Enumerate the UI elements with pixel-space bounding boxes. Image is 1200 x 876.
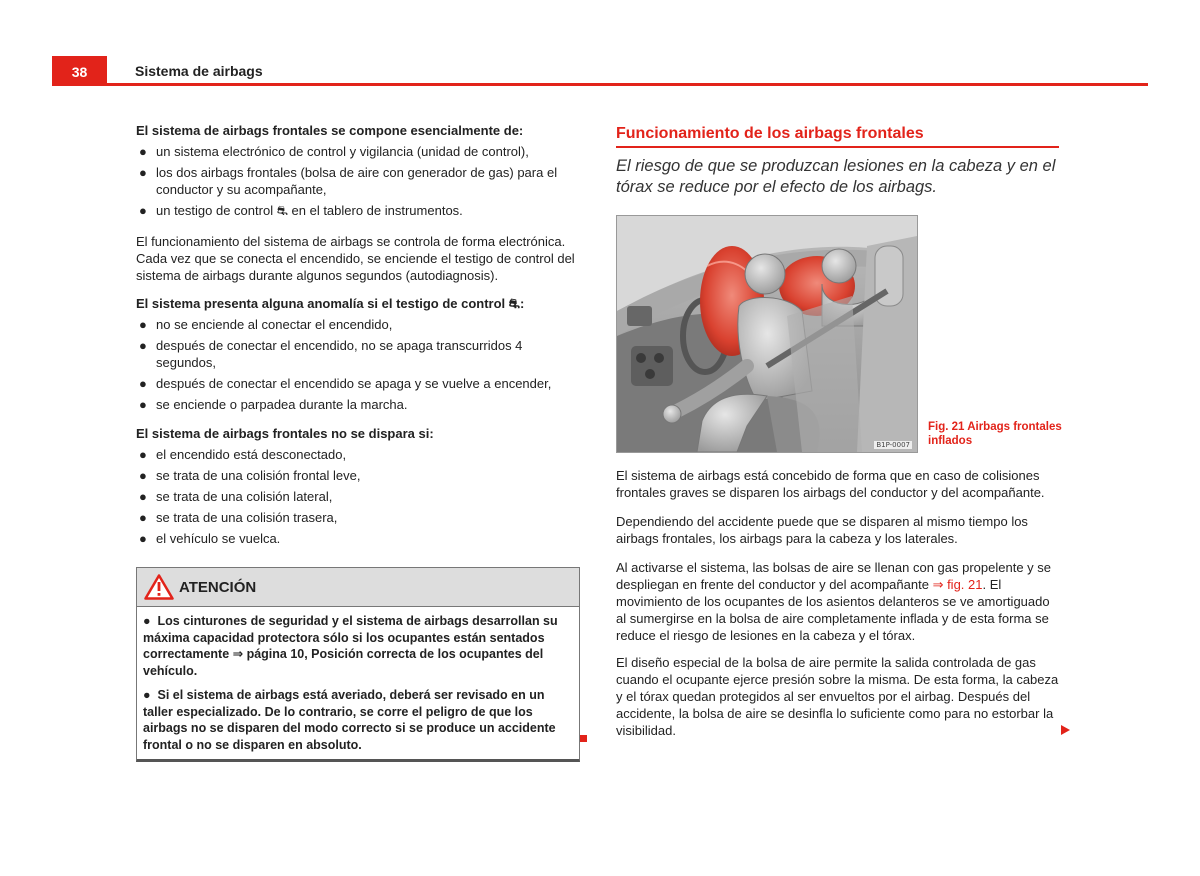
anomaly-heading: El sistema presenta alguna anomalía si el testigo de control ⛐: [136,296,525,311]
section-lead: El riesgo de que se produzcan lesiones en la cabeza y en el tórax se reduce por el efecto de los airbags. [616,157,1056,196]
bullet-icon: ● [139,317,147,332]
paragraph-1: El sistema de airbags está concebido de forma que en caso de colisiones frontales graves se disparen los airbags del conductor y del acompañante. [616,468,1045,500]
bullet-icon: ● [139,531,147,546]
header-rule [52,83,1148,86]
section-title: Funcionamiento de los airbags frontales [616,125,924,142]
list-item: ● no se enciende al conectar el encendido, [139,317,393,332]
end-of-section-icon [580,735,587,742]
paragraph-3: Al activarse el sistema, las bolsas de aire se llenan con gas propelente y se despliegan en frente del conductor y del acompañante ⇒ fig. 21. El movimiento de los ocupantes de los asientos delanteros se ve amortiguado al sumergirse en la bolsa de aire completamente inflada y de esta forma se reduce el riesgo de lesiones en la cabeza y el tórax. [616,560,1052,643]
anomalies-list [136,316,582,413]
section-rule [616,146,1059,148]
left-column [136,122,582,547]
paragraph-4: El diseño especial de la bolsa de aire permite la salida controlada de gas cuando el ocupante ejerce presión sobre la misma. De esta forma, la cabeza y el tórax quedan protegidos al ser envueltos por el airbag. Después del accidente, la bolsa de aire se desinfla lo suficiente como para no estorbar la visibilidad. [616,655,1059,738]
figure-caption: Fig. 21 Airbags frontales inflados [928,421,1062,447]
warning-header [137,568,579,607]
bullet-icon: ● [139,489,147,504]
list-item: ● un testigo de control ⛐ en el tablero de instrumentos. [139,203,463,218]
paragraph-2: Dependiendo del accidente puede que se disparen al mismo tiempo los airbags frontales, los airbags para la cabeza y los laterales. [616,514,1028,546]
no-deploy-list [136,446,582,547]
bullet-icon: ● [139,376,147,391]
bullet-icon: ● [139,165,147,180]
airbag-illustration-drawing [617,216,917,452]
components-heading: El sistema de airbags frontales se compone esencialmente de: [136,123,524,138]
list-item: ● el vehículo se vuelca. [139,531,281,546]
chapter-title: Sistema de airbags [135,63,263,79]
components-list [136,143,582,219]
list-item: ● después de conectar el encendido, no se apaga transcurridos 4 segundos, [139,338,523,370]
warning-body [137,607,579,759]
warning-triangle-icon [144,574,174,600]
warning-box [136,567,580,762]
list-item: ● el encendido está desconectado, [139,447,347,462]
bullet-icon: ● [143,614,158,628]
warning-item: ● Los cinturones de seguridad y el sistema de airbags desarrollan su máxima capacidad protectora sólo si los ocupantes están sentados correctamente ⇒ página 10, Posición correcta de los ocupantes del vehículo. [143,614,558,678]
warning-item: ● Si el sistema de airbags está averiado, deberá ser revisado en un taller especializado. De lo contrario, se corre el peligro de que los airbags no se disparen del modo correcto si se produce un accidente frontal o no se disparen en absoluto. [143,688,556,752]
list-item: ● se trata de una colisión frontal leve, [139,468,361,483]
bullet-icon: ● [139,338,147,353]
airbag-illustration [616,215,918,453]
bullet-icon: ● [139,144,147,159]
list-item: ● los dos airbags frontales (bolsa de aire con generador de gas) para el conductor y su acompañante, [139,165,558,197]
bullet-icon: ● [139,468,147,483]
bullet-icon: ● [143,688,158,702]
list-item: ● se trata de una colisión lateral, [139,489,333,504]
bullet-icon: ● [139,203,147,218]
continue-arrow-icon [1061,725,1070,735]
warning-title: ATENCIÓN [179,579,257,596]
control-paragraph: El funcionamiento del sistema de airbags se controla de forma electrónica. Cada vez que se conecta el encendido, se enciende el testigo de control del sistema de airbags durante algunos segundos (autodiagnosis). [136,234,575,283]
no-deploy-heading: El sistema de airbags frontales no se dispara si: [136,426,434,441]
bullet-icon: ● [139,510,147,525]
bullet-icon: ● [139,397,147,412]
list-item: ● se enciende o parpadea durante la marcha. [139,397,408,412]
bullet-icon: ● [139,447,147,462]
figure-code: B1P-0007 [876,441,910,449]
page-number: 38 [52,56,107,86]
list-item: ● un sistema electrónico de control y vigilancia (unidad de control), [139,144,529,159]
list-item: ● se trata de una colisión trasera, [139,510,338,525]
figure-link[interactable]: ⇒ fig. 21 [932,577,983,592]
list-item: ● después de conectar el encendido se apaga y se vuelve a encender, [139,376,552,391]
page-header [52,56,1148,86]
